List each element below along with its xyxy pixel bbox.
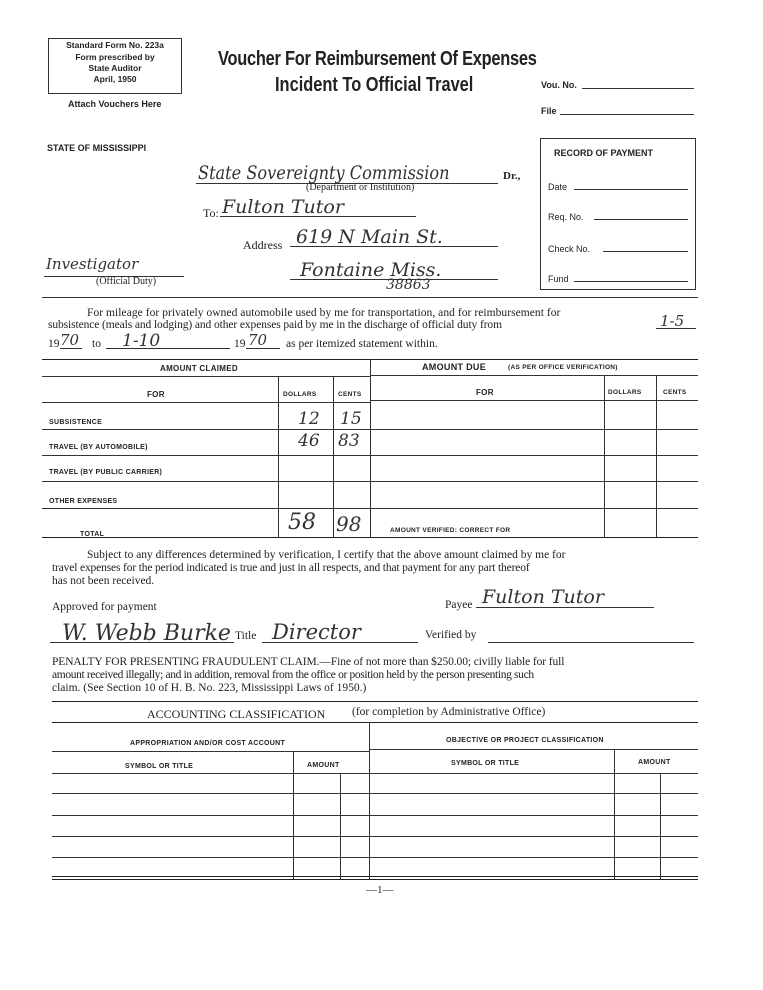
payee-label: Payee — [445, 599, 473, 611]
file-label: File — [541, 106, 557, 116]
attach-vouchers-label: Attach Vouchers Here — [68, 99, 162, 109]
right-amount-col-left — [614, 749, 615, 879]
objective-header: OBJECTIVE OR PROJECT CLASSIFICATION — [446, 737, 604, 744]
amount-row-rule-4 — [42, 508, 698, 509]
title-label: Title — [235, 630, 257, 642]
total-dollars[interactable]: 58 — [288, 510, 316, 535]
amount-row-rule-3 — [42, 481, 698, 482]
claimed-cents-col-left — [333, 376, 334, 537]
std-form-line-1: Standard Form No. 223a — [66, 40, 164, 50]
accounting-top-rule — [52, 701, 698, 702]
year-from-field[interactable] — [60, 338, 82, 349]
record-date-field[interactable] — [574, 180, 688, 190]
year-from-value: 70 — [60, 331, 80, 349]
form-title-line-2: Incident To Official Travel — [275, 74, 474, 96]
record-req-label: Req. No. — [548, 212, 584, 222]
due-cents-col-left — [656, 375, 657, 537]
left-amount-col-mid — [340, 773, 341, 879]
payee-name-field[interactable] — [220, 206, 416, 217]
zip-value: 38863 — [386, 277, 431, 293]
voucher-number-field[interactable] — [582, 79, 694, 89]
amount-due-note: (AS PER OFFICE VERIFICATION) — [508, 364, 618, 371]
table-row-cents[interactable]: 15 — [340, 409, 362, 429]
amount-header-rule-left — [42, 376, 370, 377]
std-form-line-4: April, 1950 — [93, 74, 137, 84]
std-form-line-3: State Auditor — [88, 63, 142, 73]
accounting-subtitle: (for completion by Administrative Office) — [352, 706, 546, 718]
penalty-line-3: claim. (See Section 10 of H. B. No. 223, Mississippi Laws of 1950.) — [52, 682, 367, 694]
record-check-label: Check No. — [548, 244, 591, 254]
to-date-value: 1-10 — [122, 331, 161, 351]
form-title-line-1: Voucher For Reimbursement Of Expenses — [218, 48, 537, 70]
appropriation-header: APPROPRIATION AND/OR COST ACCOUNT — [130, 740, 286, 747]
to-date-field[interactable] — [106, 338, 230, 349]
table-row-label: OTHER EXPENSES — [49, 498, 118, 505]
address-line-2-value: Fontaine Miss. — [300, 259, 442, 281]
amount-header-rule-right — [370, 375, 698, 376]
title-value: Director — [272, 620, 361, 644]
due-for-header: FOR — [476, 388, 494, 397]
amount-claimed-header: AMOUNT CLAIMED — [160, 364, 238, 373]
table-row-label: SUBSISTENCE — [49, 419, 103, 426]
address-line-1-value: 619 N Main St. — [296, 226, 443, 248]
year-to-value: 70 — [248, 331, 268, 349]
std-form-line-2: Form prescribed by — [75, 52, 155, 62]
accounting-bottom-rule — [52, 876, 698, 877]
divider-rule — [42, 297, 698, 298]
certification-line-1: Subject to any differences determined by verification, I certify that the above amount claimed by me for — [87, 549, 566, 561]
due-dollars-col-left — [604, 375, 605, 537]
accounting-bottom-rule-2 — [52, 879, 698, 880]
record-check-field[interactable] — [603, 242, 688, 252]
amount-due-header: AMOUNT DUE — [422, 362, 486, 372]
address-line-1-field[interactable] — [290, 236, 498, 247]
verified-by-label: Verified by — [425, 629, 477, 641]
penalty-line-1: PENALTY FOR PRESENTING FRAUDULENT CLAIM.—Fine of not more than $250.00; civilly liable for full — [52, 656, 565, 668]
total-cents[interactable]: 98 — [336, 512, 362, 536]
accounting-row-rule-4[interactable] — [52, 857, 698, 858]
certification-line-2: travel expenses for the period indicated is true and just in all respects, and that payment for any part thereof — [52, 562, 530, 574]
accounting-subheader-rule-left — [52, 751, 370, 752]
table-row-cents[interactable]: 83 — [338, 431, 360, 451]
record-req-field[interactable] — [594, 210, 688, 220]
accounting-title: ACCOUNTING CLASSIFICATION — [147, 707, 326, 721]
amount-divider-center — [370, 359, 371, 537]
amount-subheader-rule-left — [42, 402, 370, 403]
mileage-text-2: subsistence (meals and lodging) and other expenses paid by me in the discharge of official duty from — [48, 319, 502, 331]
approved-for-payment-label: Approved for payment — [52, 601, 157, 613]
accounting-subheader-rule-right — [370, 749, 698, 750]
from-date-value: 1-5 — [660, 312, 685, 330]
amount-row-rule-2 — [42, 455, 698, 456]
left-amount-header: AMOUNT — [307, 762, 340, 769]
to-date-label: to — [92, 338, 101, 350]
mileage-suffix: as per itemized statement within. — [286, 338, 438, 350]
claimed-dollars-col-left — [278, 376, 279, 537]
approver-signature-field[interactable] — [50, 632, 234, 643]
to-label: To: — [203, 206, 219, 220]
mileage-text-1: For mileage for privately owned automobile used by me for transportation, and for reimbursement for — [87, 307, 561, 319]
due-dollars-header: DOLLARS — [608, 389, 642, 396]
approver-signature: W. Webb Burke — [62, 621, 231, 646]
title-field[interactable] — [262, 632, 418, 643]
dr-label: Dr., — [503, 170, 521, 182]
left-symbol-header: SYMBOL OR TITLE — [125, 763, 194, 770]
right-amount-header: AMOUNT — [638, 759, 671, 766]
claimed-dollars-header: DOLLARS — [283, 391, 317, 398]
table-row-label: TRAVEL (BY PUBLIC CARRIER) — [49, 469, 163, 476]
official-duty-caption: (Official Duty) — [96, 276, 157, 287]
year-prefix-1: 19 — [48, 338, 60, 350]
total-label: TOTAL — [80, 531, 105, 538]
record-fund-label: Fund — [548, 274, 569, 284]
record-date-label: Date — [548, 182, 568, 192]
right-amount-col-mid — [660, 773, 661, 879]
verified-by-field[interactable] — [488, 632, 694, 643]
penalty-line-2: amount received illegally; and in addition, removal from the office or position held by the person presenting such — [52, 669, 534, 681]
table-row-dollars[interactable]: 46 — [298, 431, 320, 451]
table-row-dollars[interactable]: 12 — [298, 409, 320, 429]
year-to-field[interactable] — [246, 338, 280, 349]
amount-subheader-rule-right — [370, 400, 698, 401]
accounting-row-rule-2[interactable] — [52, 815, 698, 816]
accounting-row-rule-1[interactable] — [52, 793, 698, 794]
department-caption: (Department or Institution) — [306, 182, 415, 193]
table-row-label: TRAVEL (BY AUTOMOBILE) — [49, 444, 148, 451]
payee-name-value: Fulton Tutor — [222, 196, 344, 218]
accounting-header-rule — [52, 722, 698, 723]
claimed-for-header: FOR — [147, 390, 165, 399]
accounting-row-rule-3[interactable] — [52, 836, 698, 837]
amount-row-rule-1 — [42, 429, 698, 430]
due-cents-header: CENTS — [663, 389, 687, 396]
right-symbol-header: SYMBOL OR TITLE — [451, 760, 520, 767]
department-value: State Sovereignty Commission — [198, 162, 450, 184]
page-number: —1— — [366, 884, 394, 896]
certification-line-3: has not been received. — [52, 575, 155, 587]
accounting-center-divider — [369, 722, 370, 879]
voucher-number-label: Vou. No. — [541, 80, 577, 90]
payee-signature-field[interactable] — [476, 597, 654, 608]
claimed-cents-header: CENTS — [338, 391, 362, 398]
record-fund-field[interactable] — [574, 272, 688, 282]
state-label: STATE OF MISSISSIPPI — [47, 143, 147, 153]
amount-table-bottom — [42, 537, 698, 538]
payee-signature: Fulton Tutor — [482, 586, 604, 608]
address-label: Address — [243, 238, 283, 252]
record-of-payment-title: RECORD OF PAYMENT — [554, 148, 654, 158]
year-prefix-2: 19 — [234, 338, 246, 350]
file-field[interactable] — [560, 105, 694, 115]
official-duty-value: Investigator — [46, 255, 139, 273]
from-date-field[interactable] — [656, 318, 696, 329]
accounting-columns-rule — [52, 773, 698, 774]
amount-verified-note: AMOUNT VERIFIED: CORRECT FOR — [390, 527, 511, 534]
